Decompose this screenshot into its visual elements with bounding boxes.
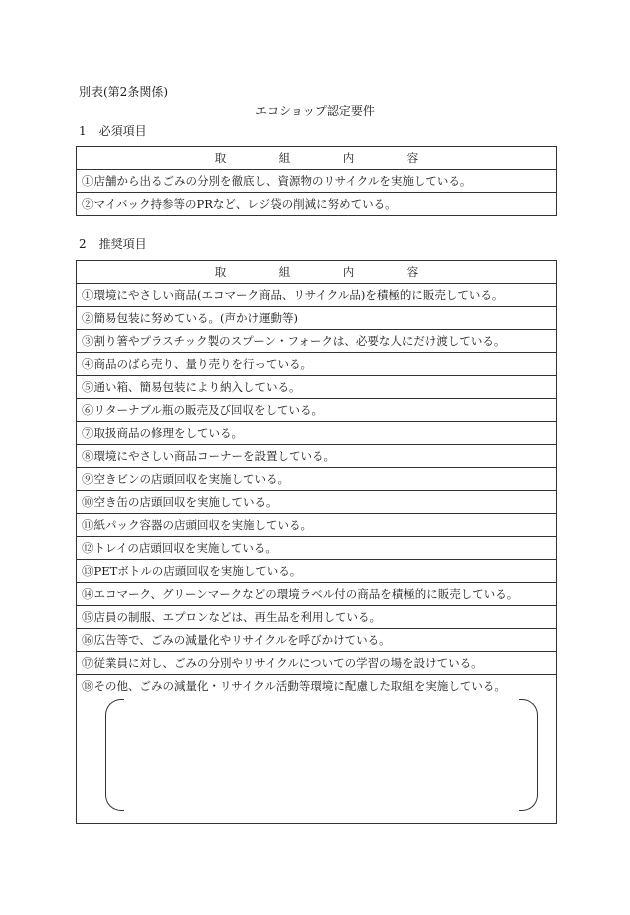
required-item: ①店舗から出るごみの分別を徹底し、資源物のリサイクルを実施している。 [77,170,557,193]
table-row [77,330,557,353]
table-row [77,353,557,376]
recommended-item: ⑯広告等で、ごみの減量化やリサイクルを呼びかけている。 [77,629,557,652]
header-char: 内 [342,151,355,165]
header-char: 組 [278,265,291,279]
document-title: エコショップ認定要件 [255,104,375,118]
table-header [77,261,557,284]
table-row [77,170,557,193]
recommended-item: ⑫トレイの店頭回収を実施している。 [77,537,557,560]
table-row [77,422,557,445]
recommended-item: ⑱その他、ごみの減量化・リサイクル活動等環境に配慮した取組を実施している。 [82,679,506,693]
header-char: 取 [214,151,227,165]
table-row [77,675,557,824]
header-char: 容 [406,151,419,165]
right-bracket [519,699,538,811]
recommended-items-table [76,260,557,824]
appendix-label: 別表(第2条関係) [79,85,168,99]
header-char: 組 [278,151,291,165]
required-item: ②マイバック持参等のPRなど、レジ袋の削減に努めている。 [77,193,557,216]
table-row [77,491,557,514]
recommended-item: ⑪紙パック容器の店頭回収を実施している。 [77,514,557,537]
recommended-item: ⑮店員の制服、エプロンなどは、再生品を利用している。 [77,606,557,629]
recommended-item: ⑧環境にやさしい商品コーナーを設置している。 [77,445,557,468]
recommended-item: ⑨空きビンの店頭回収を実施している。 [77,468,557,491]
table-row [77,468,557,491]
table-row [77,629,557,652]
section1-heading: 1 必須項目 [79,124,147,138]
table-row [77,606,557,629]
table-row [77,445,557,468]
recommended-item: ⑤通い箱、簡易包装により納入している。 [77,376,557,399]
recommended-item: ⑰従業員に対し、ごみの分別やリサイクルについての学習の場を設けている。 [77,652,557,675]
table-row [77,514,557,537]
recommended-item: ⑭エコマーク、グリーンマークなどの環境ラベル付の商品を積極的に販売している。 [77,583,557,606]
table-row [77,560,557,583]
recommended-item: ⑥リターナブル瓶の販売及び回収をしている。 [77,399,557,422]
table-row [77,376,557,399]
recommended-item: ④商品のばら売り、量り売りを行っている。 [77,353,557,376]
table-row [77,583,557,606]
recommended-item: ⑩空き缶の店頭回収を実施している。 [77,491,557,514]
table-row [77,652,557,675]
recommended-item: ⑬PETボトルの店頭回収を実施している。 [77,560,557,583]
table-header [77,147,557,170]
table-header-row [77,147,557,170]
recommended-item: ①環境にやさしい商品(エコマーク商品、リサイクル品)を積極的に販売している。 [77,284,557,307]
recommended-item: ②簡易包装に努めている。(声かけ運動等) [77,307,557,330]
section2-heading: 2 推奨項目 [79,237,147,251]
table-row [77,399,557,422]
left-bracket [105,699,124,811]
header-char: 内 [342,265,355,279]
header-char: 取 [214,265,227,279]
table-row [77,284,557,307]
recommended-item: ③割り箸やプラスチック製のスプーン・フォークは、必要な人にだけ渡している。 [77,330,557,353]
header-char: 容 [406,265,419,279]
recommended-item: ⑦取扱商品の修理をしている。 [77,422,557,445]
table-row [77,193,557,216]
table-row [77,307,557,330]
table-row [77,537,557,560]
table-header-row [77,261,557,284]
other-item-cell [77,675,557,824]
required-items-table [76,146,557,216]
